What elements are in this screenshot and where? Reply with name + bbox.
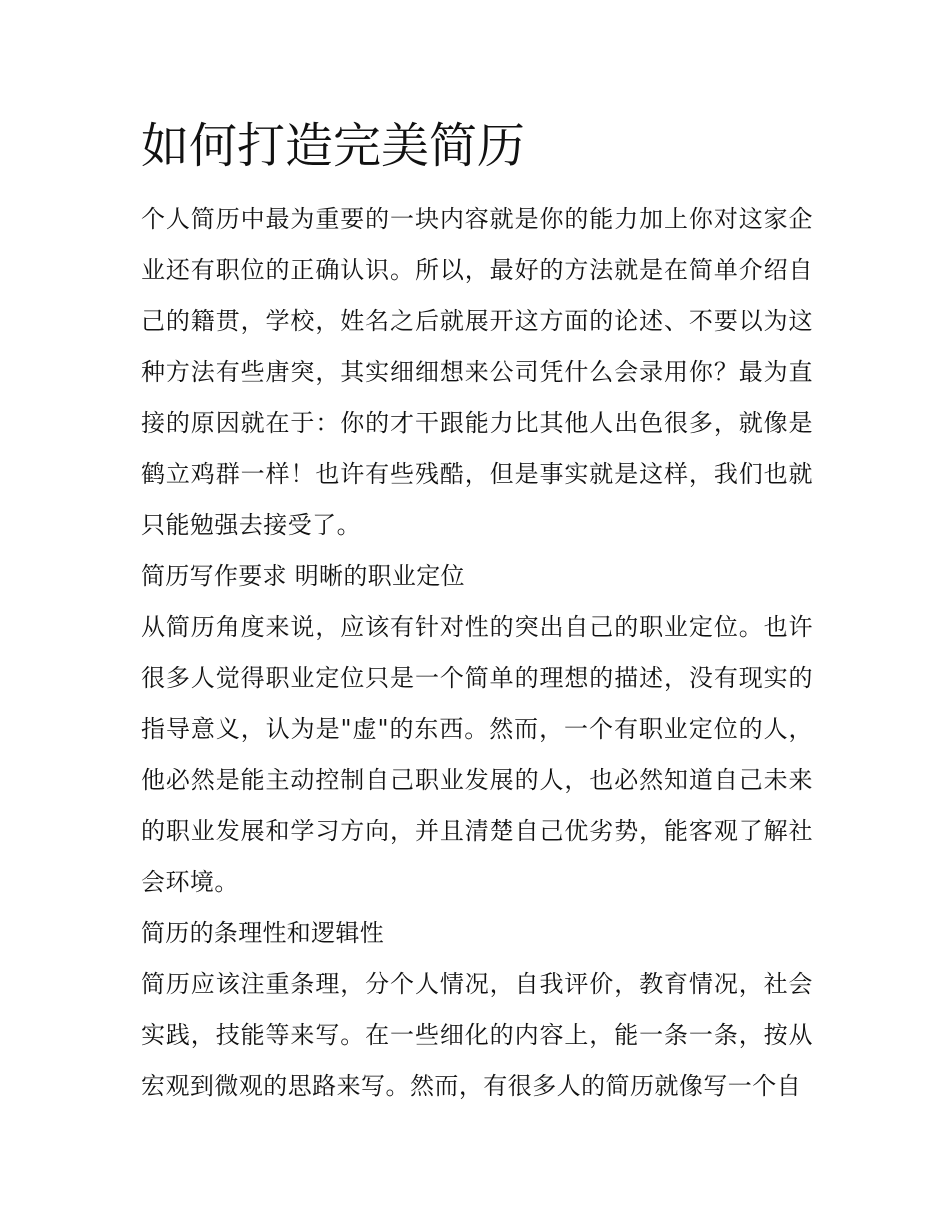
paragraph-intro: 个人简历中最为重要的一块内容就是你的能力加上你对这家企业还有职位的正确认识。所以，最好的方法就是在简单介绍自己的籍贯，学校，姓名之后就展开这方面的论述、不要以为这种方法有些唐突，其实细细想来公司凭什么会录用你？最为直接的原因就在于：你的才干跟能力比其他人出色很多，就像是鹤立鸡群一样！也许有些残酷，但是事实就是这样，我们也就只能勉强去接受了。 bbox=[141, 205, 813, 539]
paragraph-structure-logic: 简历应该注重条理，分个人情况，自我评价，教育情况，社会实践，技能等来写。在一些细化的内容上，能一条一条，按从宏观到微观的思路来写。然而，有很多人的简历就像写一个自 bbox=[141, 970, 813, 1100]
paragraph-career-positioning: 从简历角度来说，应该有针对性的突出自己的职业定位。也许很多人觉得职业定位只是一个简单的理想的描述，没有现实的指导意义，认为是"虚"的东西。然而，一个有职业定位的人，他必然是能主动控制自己职业发展的人，也必然知道自己未来的职业发展和学习方向，并且清楚自己优劣势，能客观了解社会环境。 bbox=[141, 613, 813, 896]
subheading-career-positioning: 简历写作要求 明晰的职业定位 bbox=[141, 562, 465, 590]
document-title: 如何打造完美简历 bbox=[141, 118, 526, 174]
document-page bbox=[141, 112, 813, 1112]
subheading-structure-logic: 简历的条理性和逻辑性 bbox=[141, 919, 384, 947]
